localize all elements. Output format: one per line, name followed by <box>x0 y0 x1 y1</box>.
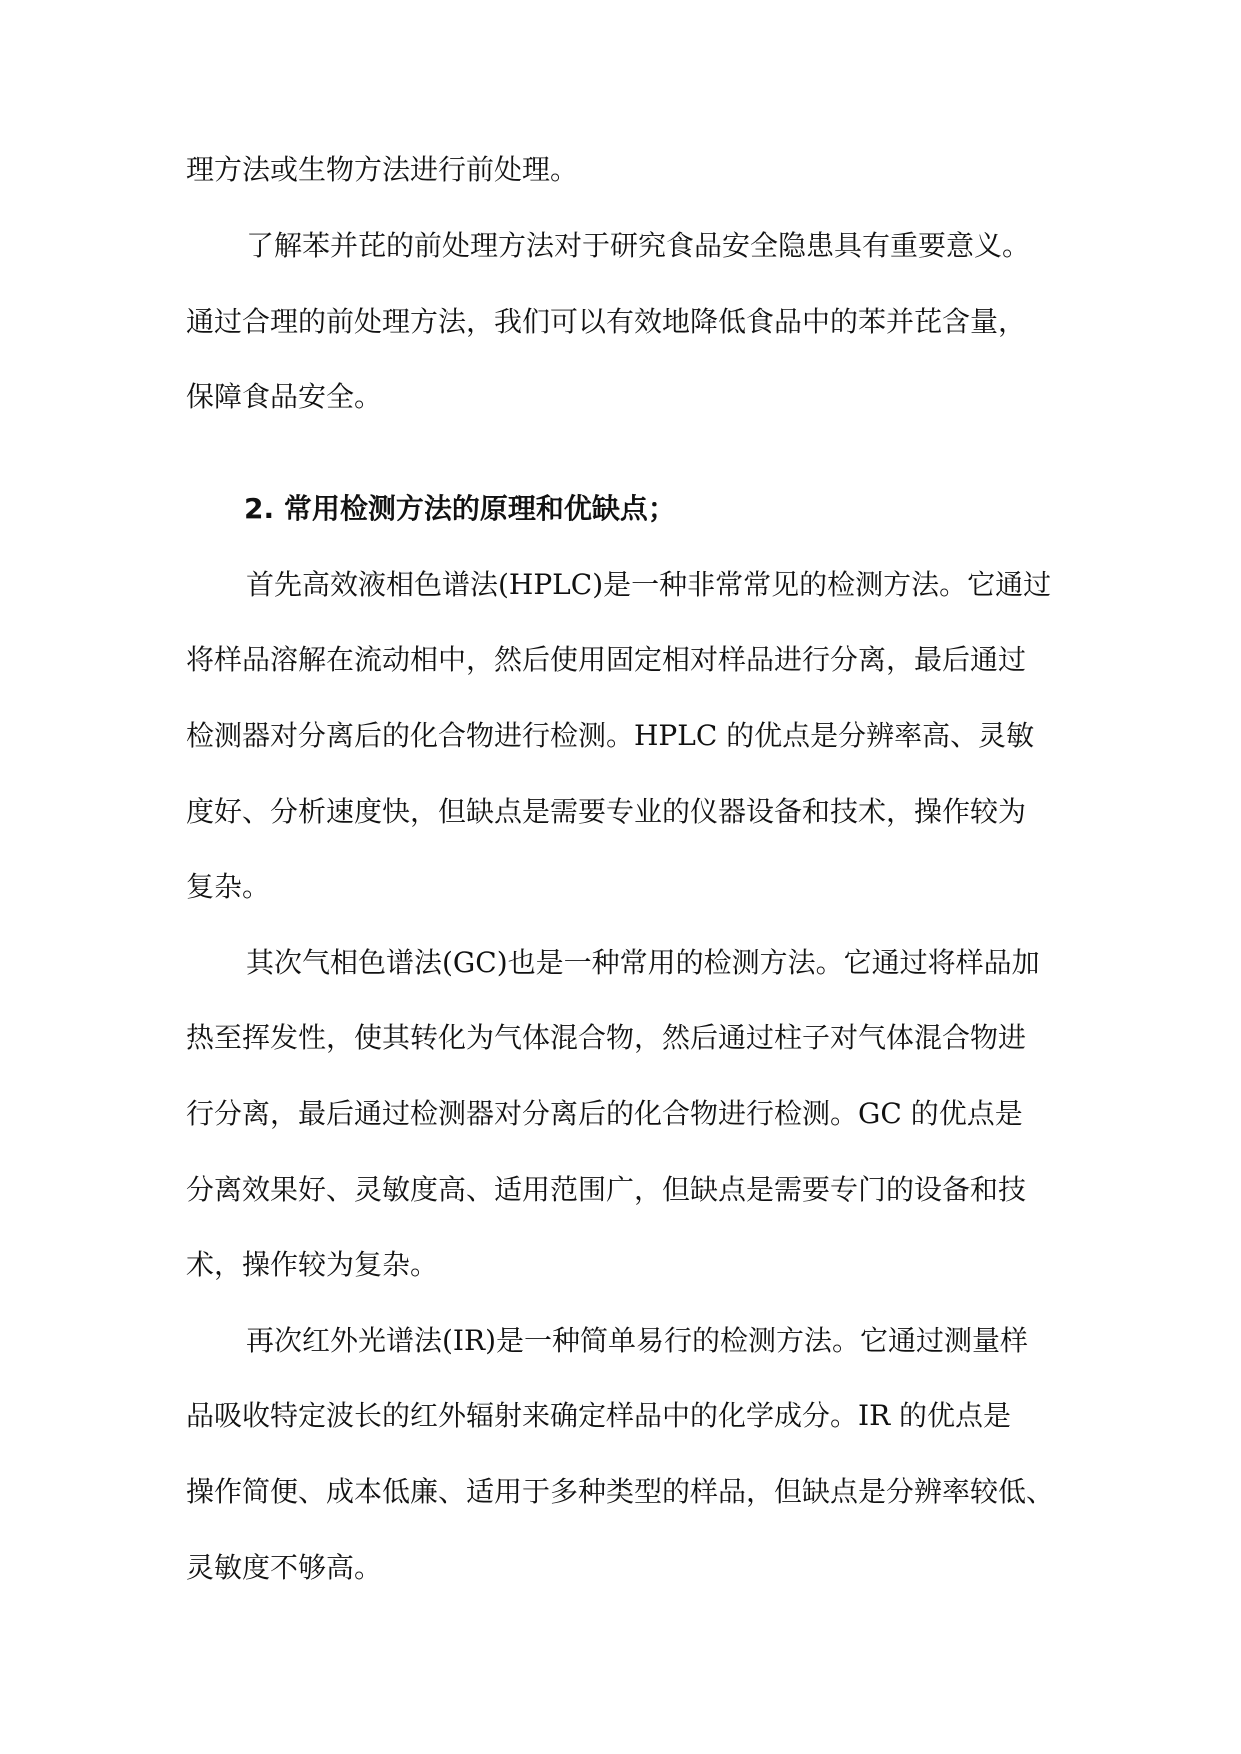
text-line: 保障食品安全。 <box>186 380 383 413</box>
text-line: 度好、分析速度快，但缺点是需要专业的仪器设备和技术，操作较为 <box>186 795 1027 828</box>
text-line: 检测器对分离后的化合物进行检测。HPLC 的优点是分辨率高、灵敏 <box>186 719 1035 752</box>
section-heading: 2. 常用检测方法的原理和优缺点； <box>244 492 676 525</box>
paragraph-first-line: 再次红外光谱法(IR)是一种简单易行的检测方法。它通过测量样 <box>246 1324 1028 1357</box>
paragraph-first-line: 了解苯并芘的前处理方法对于研究食品安全隐患具有重要意义。 <box>246 229 1031 262</box>
text-line: 热至挥发性，使其转化为气体混合物，然后通过柱子对气体混合物进 <box>186 1021 1027 1054</box>
text-line: 理方法或生物方法进行前处理。 <box>186 153 579 186</box>
text-line: 操作简便、成本低廉、适用于多种类型的样品，但缺点是分辨率较低、 <box>186 1475 1055 1508</box>
text-line: 品吸收特定波长的红外辐射来确定样品中的化学成分。IR 的优点是 <box>186 1399 1012 1432</box>
text-line: 将样品溶解在流动相中，然后使用固定相对样品进行分离，最后通过 <box>186 643 1027 676</box>
text-line: 灵敏度不够高。 <box>186 1551 383 1584</box>
paragraph-first-line: 首先高效液相色谱法(HPLC)是一种非常常见的检测方法。它通过 <box>246 568 1052 601</box>
text-line: 通过合理的前处理方法，我们可以有效地降低食品中的苯并芘含量， <box>186 305 1027 338</box>
text-line: 行分离，最后通过检测器对分离后的化合物进行检测。GC 的优点是 <box>186 1097 1023 1130</box>
paragraph-first-line: 其次气相色谱法(GC)也是一种常用的检测方法。它通过将样品加 <box>246 946 1040 979</box>
text-line: 分离效果好、灵敏度高、适用范围广，但缺点是需要专门的设备和技 <box>186 1173 1027 1206</box>
text-line: 复杂。 <box>186 870 271 903</box>
text-line: 术，操作较为复杂。 <box>186 1248 439 1281</box>
